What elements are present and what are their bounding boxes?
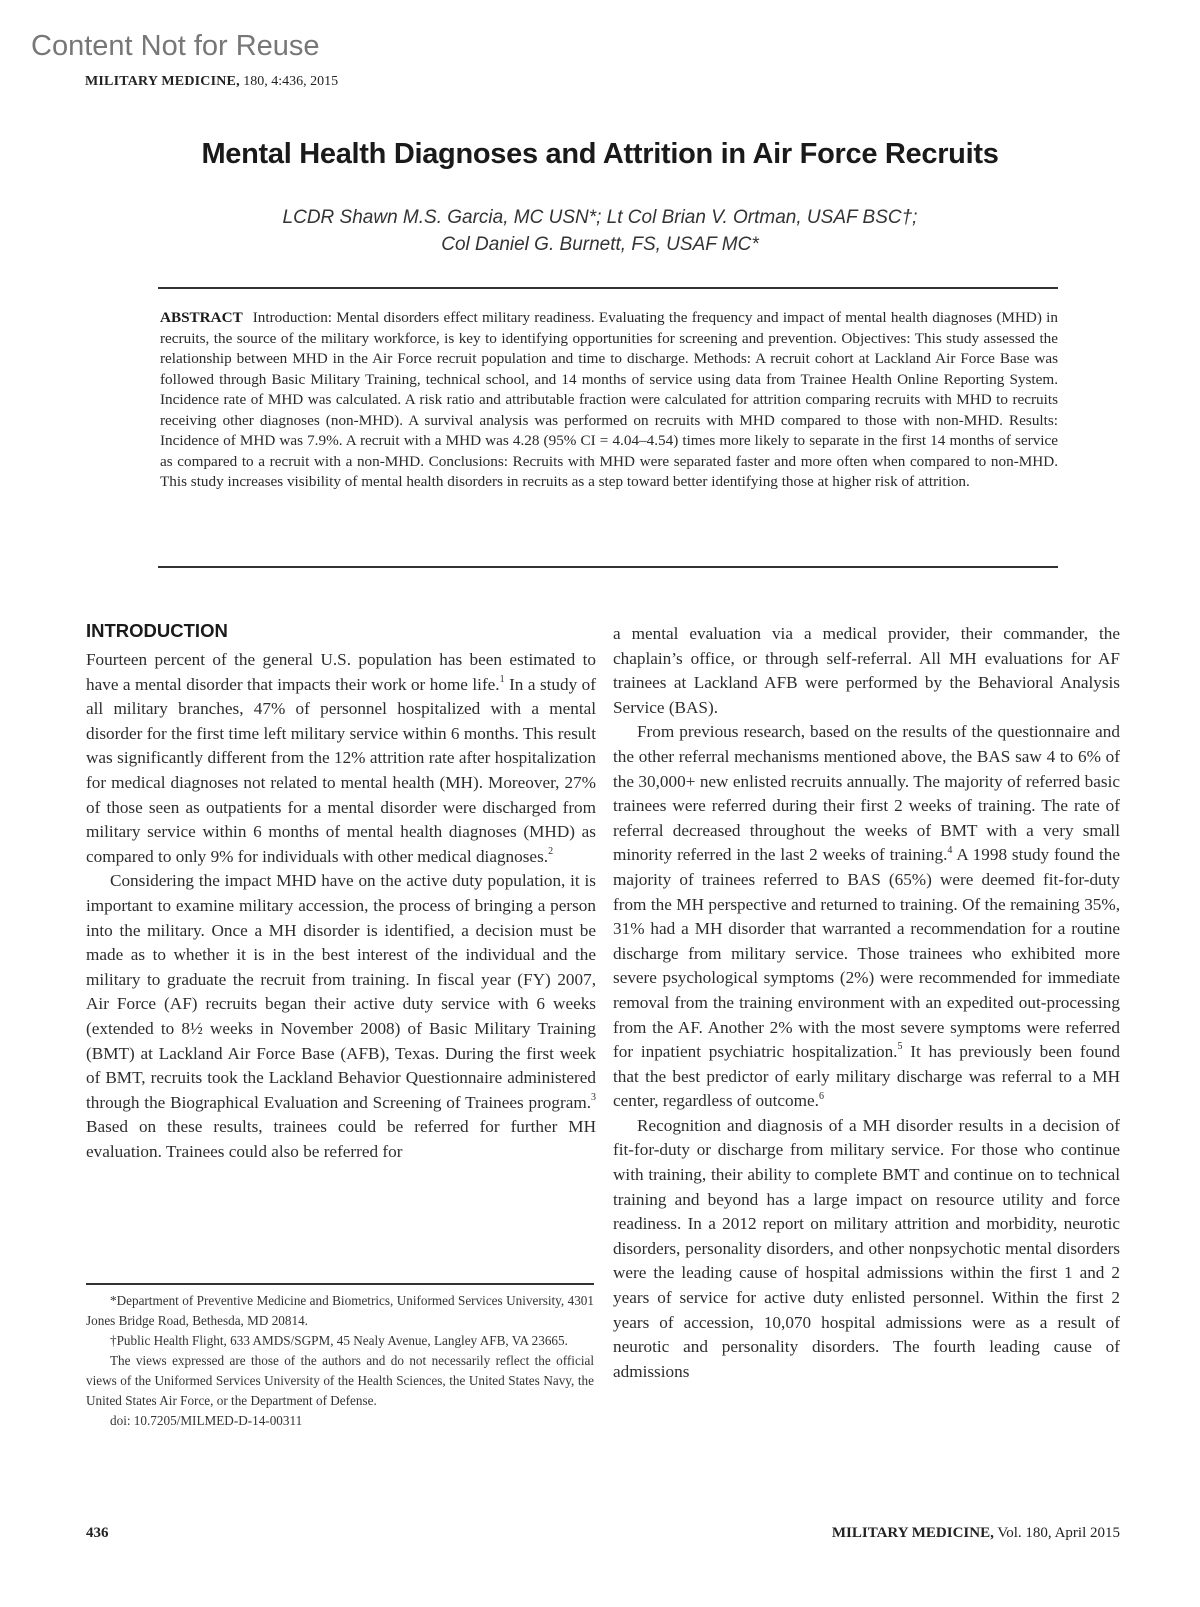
paragraph [86,869,596,1164]
paragraph-text: From previous research, based on the results of the questionnaire and the other referral mechanisms mentioned above, the BAS saw 4 to 6% of the 30,000+ new enlisted recruits annually. The majority of referred basic trainees were referred during their first 2 weeks of training. The rate of referral decreased throughout the weeks of BMT with a very small minority referred in the last 2 weeks of training. [613,722,1120,865]
citation-ref[interactable]: 6 [818,1090,824,1102]
abstract-text: Introduction: Mental disorders effect military readiness. Evaluating the frequency and impact of mental health diagnoses (MHD) in recruits, the source of the military workforce, is key to identifying opportunities for screening and prevention. Objectives: This study assessed the relationship between MHD in the Air Force recruit population and time to discharge. Methods: A recruit cohort at Lackland Air Force Base was followed through Basic Military Training, technical school, and 14 months of service using data from Trainee Health Online Reporting System. Incidence rate of MHD was calculated. A risk ratio and attributable fraction were calculated for attrition comparing recruits with MHD to recruits receiving other diagnoses (non-MHD). A survival analysis was performed on recruits with MHD compared to those with non-MHD. Results: Incidence of MHD was 7.9%. A recruit with a MHD was 4.28 (95% CI = 4.04–4.54) times more likely to separate in the first 14 months of service as compared to a recruit with a non-MHD. Conclusions: Recruits with MHD were separated faster and more often when compared to non-MHD. This study increases visibility of mental health disorders in recruits as a step toward better identifying those at higher risk of attrition. [160,309,1058,490]
running-head-citation: 180, 4:436, 2015 [239,74,339,89]
citation-ref[interactable]: 3 [591,1091,596,1103]
footnote-doi[interactable]: doi: 10.7205/MILMED-D-14-00311 [110,1413,303,1428]
paragraph-text: In a study of all military branches, 47% of personnel hospitalized with a mental disorder for the first time left military service within 6 months. This result was significantly different from the 12% attrition rate after hospitalization for medical diagnoses not related to mental health (MH). Moreover, 27% of those seen as outpatients for a mental disorder were discharged from military service within 6 months of mental health diagnoses (MHD) as compared to only 9% for individuals with other medical diagnoses. [86,674,596,866]
paragraph [86,648,596,869]
abstract-label: ABSTRACT [160,309,243,326]
citation-ref[interactable]: 2 [548,846,554,858]
paragraph [613,622,1120,720]
abstract [160,308,1058,493]
paragraph-text: a mental evaluation via a medical provider, their commander, the chaplain’s office, or through self-referral. All MH evaluations for AF trainees at Lackland AFB were performed by the Behavioral Analysis Service (BAS). [613,624,1120,717]
paragraph-text: Fourteen percent of the general U.S. population has been estimated to have a mental disorder that impacts their work or home life. [86,650,596,694]
paragraph-text: It has previously been found that the best predictor of early military discharge was referral to a MH center, regardless of outcome. [613,1042,1121,1111]
abstract-top-rule [158,287,1058,289]
paper-title: Mental Health Diagnoses and Attrition in Air Force Recruits [201,138,999,170]
footnote-rule [86,1283,594,1285]
citation-ref[interactable]: 5 [897,1041,903,1053]
paragraph-text: Considering the impact MHD have on the active duty population, it is important to examine military accession, the process of bringing a person into the military. Once a MH disorder is identified, a decision must be made as to whether it is in the best interest of the individual and the military to graduate the recruit from training. In fiscal year (FY) 2007, Air Force (AF) recruits began their active duty service with 6 weeks (extended to 8½ weeks in November 2008) of Basic Military Training (BMT) at Lackland Air Force Base (AFB), Texas. During the first week of BMT, recruits took the Lackland Behavior Questionnaire administered through the Biographical Evaluation and Screening of Trainees program. [86,871,596,1112]
section-heading-introduction: INTRODUCTION [86,620,228,641]
footer-journal: MILITARY MEDICINE, [831,1525,994,1541]
footnotes [86,1291,594,1431]
citation-ref[interactable]: 1 [499,673,505,685]
footer-citation [832,1525,1120,1542]
running-head-journal: MILITARY MEDICINE, [85,74,240,89]
author-list [0,204,1200,258]
authors-line-2: Col Daniel G. Burnett, FS, USAF MC* [441,234,759,255]
paragraph [613,720,1120,1114]
paragraph-text: Recognition and diagnosis of a MH disorder results in a decision of fit-for-duty or discharge from military service. For those who continue with training, their ability to complete BMT and continue on to technical training and beyond has a large impact on resource utility and force readiness. In a 2012 report on military attrition and morbidity, neurotic disorders, personality disorders, and other nonpsychotic mental disorders were the leading cause of hospital admissions within the first 1 and 2 years of service for active duty enlisted personnel. Within the first 2 years of accession, 10,070 hospital admissions were as a result of neurotic and personality disorders. The fourth leading cause of admissions [613,1115,1120,1381]
authors-line-1: LCDR Shawn M.S. Garcia, MC USN*; Lt Col Brian V. Ortman, USAF BSC†; [282,207,918,228]
footer-issue: Vol. 180, April 2015 [993,1525,1120,1541]
abstract-bottom-rule [158,566,1058,568]
running-head [85,74,338,90]
right-column [613,622,1120,1384]
paragraph-text: Based on these results, trainees could be referred for further MH evaluation. Trainees could also be referred for [86,1117,596,1161]
watermark: Content Not for Reuse [31,30,320,62]
paragraph [613,1114,1120,1385]
footnote-affiliation-1: *Department of Preventive Medicine and Biometrics, Uniformed Services University, 4301 Jones Bridge Road, Bethesda, MD 20814. [86,1293,594,1328]
paragraph-text: A 1998 study found the majority of trainees referred to BAS (65%) were deemed fit-for-duty from the MH perspective and returned to training. Of the remaining 35%, 31% had a MH disorder that warranted a recommendation for a routine discharge from military service. Those trainees who exhibited more severe psychological symptoms (2%) were recommended for immediate removal from the training environment with an expedited out-processing from the AF. Another 2% with the most severe symptoms were referred for inpatient psychiatric hospitalization. [613,845,1120,1062]
citation-ref[interactable]: 4 [947,844,953,856]
footnote-affiliation-2: †Public Health Flight, 633 AMDS/SGPM, 45 Nealy Avenue, Langley AFB, VA 23665. [110,1333,568,1348]
page-number: 436 [86,1525,109,1541]
left-column [86,648,596,1164]
footnote-disclaimer: The views expressed are those of the authors and do not necessarily reflect the official views of the Uniformed Services University of the Health Sciences, the United States Navy, the United States Air Force, or the Department of Defense. [86,1353,594,1408]
